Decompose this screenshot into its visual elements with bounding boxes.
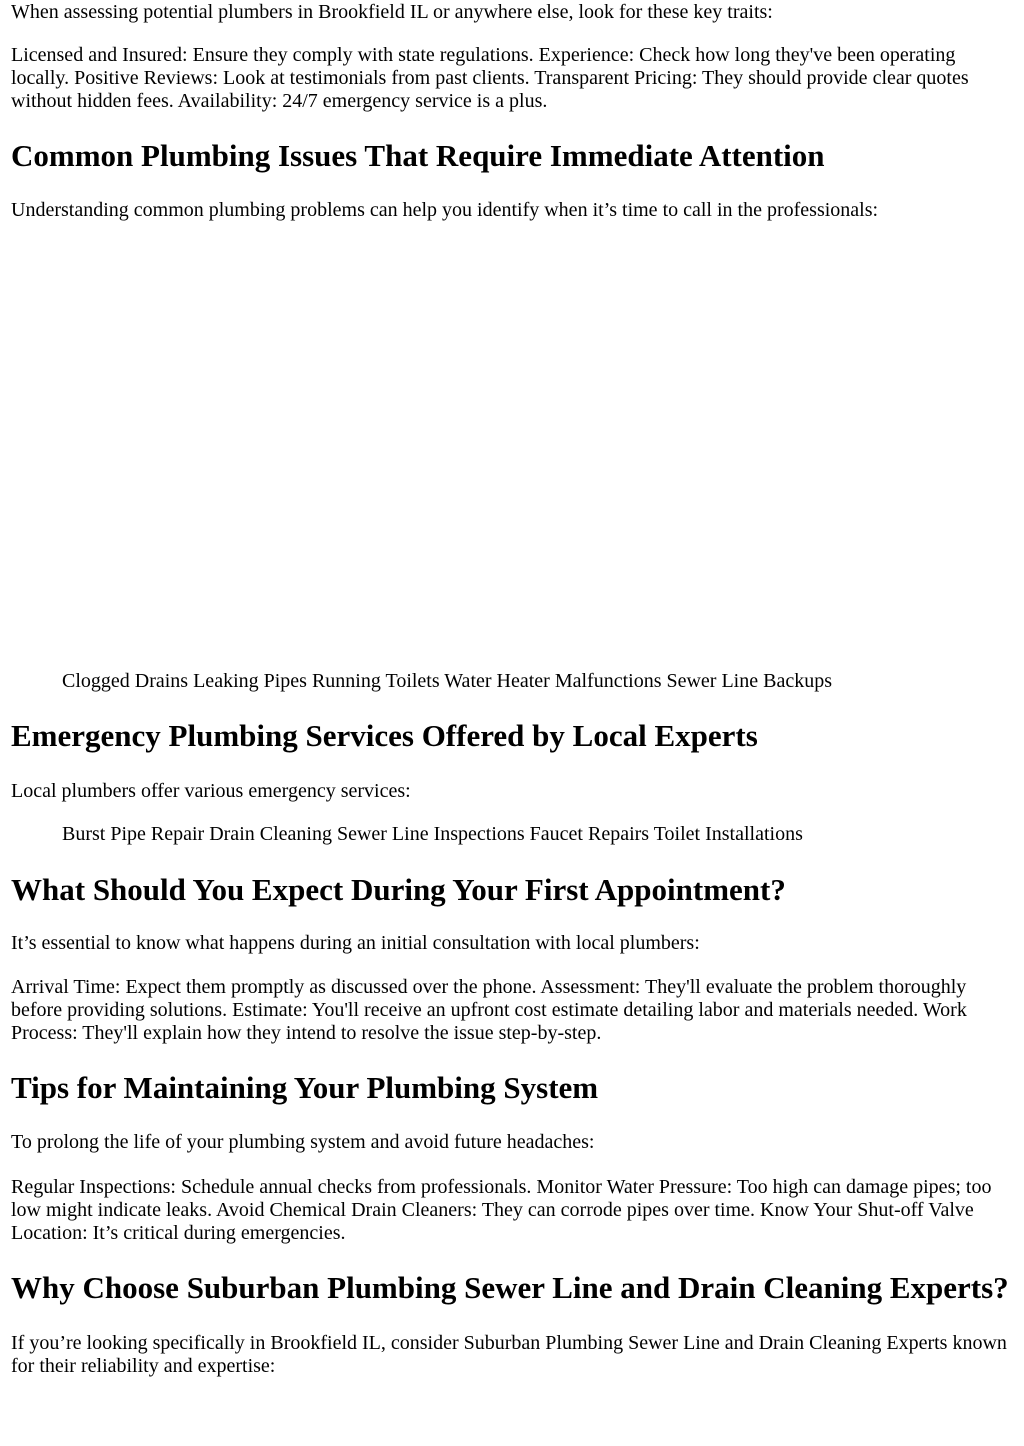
blank-image-area bbox=[11, 238, 1011, 658]
maintenance-tips-details-paragraph: Regular Inspections: Schedule annual checks from professionals. Monitor Water Pressure: Too high can damage pipes; too low might indicate leaks. Avoid Chemical Drain Cleaners: They can corrode pipes over time. Know Your Shut-off Valve Location: It’s critical during emergencies. bbox=[11, 1176, 992, 1244]
common-issues-list: Clogged Drains Leaking Pipes Running Toilets Water Heater Malfunctions Sewer Line Backups bbox=[62, 670, 832, 692]
first-appointment-heading: What Should You Expect During Your First Appointment? bbox=[11, 872, 786, 907]
traits-paragraph: Licensed and Insured: Ensure they comply with state regulations. Experience: Check how long they've been operating locally. Positive Reviews: Look at testimonials from past clients. Transparent Pricing: They should provide clear quotes without hidden fees. Availability: 24/7 emergency service is a plus. bbox=[11, 44, 969, 112]
maintenance-tips-lead-paragraph: To prolong the life of your plumbing system and avoid future headaches: bbox=[11, 1131, 595, 1153]
first-appointment-details-paragraph: Arrival Time: Expect them promptly as discussed over the phone. Assessment: They'll evaluate the problem thoroughly before providing solutions. Estimate: You'll receive an upfront cost estimate detailing labor and materials needed. Work Process: They'll explain how they intend to resolve the issue step-by-step. bbox=[11, 976, 967, 1044]
emergency-services-list: Burst Pipe Repair Drain Cleaning Sewer Line Inspections Faucet Repairs Toilet Installations bbox=[62, 823, 803, 845]
intro-lead-paragraph: When assessing potential plumbers in Brookfield IL or anywhere else, look for these key traits: bbox=[11, 1, 773, 23]
maintenance-tips-heading: Tips for Maintaining Your Plumbing System bbox=[11, 1070, 599, 1105]
why-choose-heading: Why Choose Suburban Plumbing Sewer Line and Drain Cleaning Experts? bbox=[11, 1270, 1009, 1305]
why-choose-lead-paragraph: If you’re looking specifically in Brookfield IL, consider Suburban Plumbing Sewer Line and Drain Cleaning Experts known for their reliability and expertise: bbox=[11, 1332, 1007, 1377]
emergency-services-lead-paragraph: Local plumbers offer various emergency services: bbox=[11, 780, 411, 802]
common-issues-heading: Common Plumbing Issues That Require Immediate Attention bbox=[11, 138, 825, 173]
common-issues-lead-paragraph: Understanding common plumbing problems can help you identify when it’s time to call in the professionals: bbox=[11, 199, 879, 221]
emergency-services-heading: Emergency Plumbing Services Offered by Local Experts bbox=[11, 718, 758, 753]
first-appointment-lead-paragraph: It’s essential to know what happens during an initial consultation with local plumbers: bbox=[11, 932, 700, 954]
